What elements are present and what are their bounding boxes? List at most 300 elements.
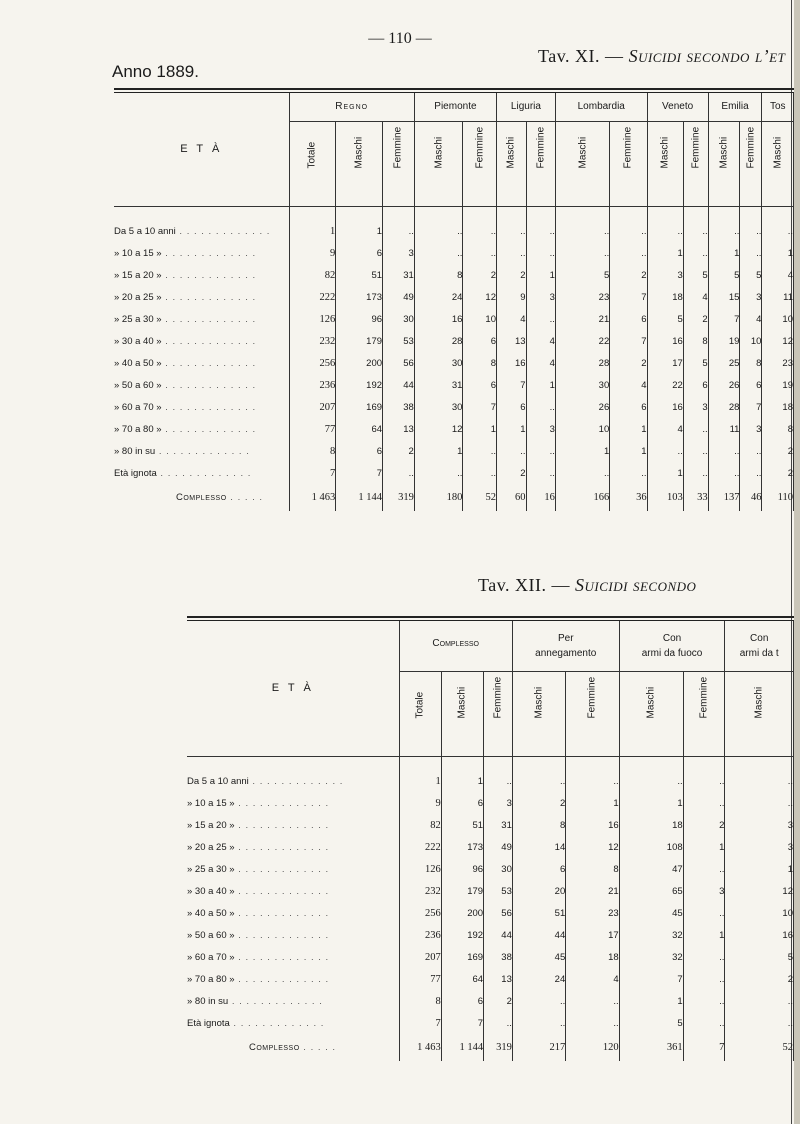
table-cell: 10	[740, 331, 762, 353]
table-cell: 7	[496, 375, 526, 397]
table-cell: 3	[725, 815, 794, 837]
table-cell: 12	[463, 287, 497, 309]
column-header	[441, 671, 483, 756]
spacer-cell	[463, 206, 497, 221]
table-cell: 6	[463, 375, 497, 397]
table-cell: 6	[336, 441, 383, 463]
table-cell: ..	[526, 397, 555, 419]
spacer-cell	[187, 756, 399, 771]
table-cell: 8	[566, 859, 619, 881]
column-header	[496, 121, 526, 206]
table-cell: ..	[512, 1013, 565, 1035]
tav12-title: Tav. XII. — Suicidi secondo	[478, 575, 697, 595]
leader-dots: . . . . . . . . . . . . .	[234, 974, 330, 985]
table-cell: ..	[683, 793, 725, 815]
table-cell: 51	[336, 265, 383, 287]
table-cell: 44	[383, 375, 415, 397]
group-header-line1: Con	[662, 632, 682, 644]
row-label	[187, 881, 399, 903]
table-cell: 30	[414, 353, 463, 375]
column-header-label: Maschi	[505, 136, 517, 169]
column-header-label: Femmine	[698, 676, 710, 719]
table-cell: 96	[336, 309, 383, 331]
table-cell: 5	[683, 353, 708, 375]
row-label-text: » 70 a 80 »	[187, 974, 235, 985]
table-cell: 30	[555, 375, 609, 397]
table-cell: 28	[708, 397, 740, 419]
leader-dots: . . . . . . . . . . . . .	[161, 248, 257, 259]
total-row	[114, 485, 794, 511]
table-cell: 22	[647, 375, 683, 397]
table-cell: 1	[336, 221, 383, 243]
total-cell: 103	[647, 485, 683, 511]
table-cell: 77	[399, 969, 441, 991]
table-cell: ..	[683, 419, 708, 441]
table-cell: 232	[289, 331, 336, 353]
table-cell: 6	[512, 859, 565, 881]
table-cell: ..	[526, 309, 555, 331]
table-cell: 23	[762, 353, 794, 375]
table-cell: 6	[740, 375, 762, 397]
table-row	[187, 969, 794, 991]
spacer-cell	[336, 206, 383, 221]
total-cell: 16	[526, 485, 555, 511]
table-cell: ..	[740, 221, 762, 243]
table-cell: 9	[289, 243, 336, 265]
total-row	[187, 1035, 794, 1061]
table-cell: 7	[441, 1013, 483, 1035]
table-cell: 7	[610, 287, 647, 309]
row-label-text: Età ignota	[114, 468, 157, 479]
table-cell: ..	[463, 463, 497, 485]
table-cell: 45	[512, 947, 565, 969]
table-cell: 12	[414, 419, 463, 441]
leader-dots: . . . . . . . . . . . . .	[228, 996, 323, 1007]
row-label-text: Da 5 a 10 anni	[187, 776, 249, 787]
spacer-cell	[484, 756, 513, 771]
table-cell: 18	[566, 947, 619, 969]
table-row	[187, 881, 794, 903]
table-cell: ..	[414, 221, 463, 243]
row-label	[114, 331, 289, 353]
table-cell: 1	[683, 925, 725, 947]
table-cell: ..	[526, 221, 555, 243]
table-cell: 14	[512, 837, 565, 859]
table-cell: 169	[336, 397, 383, 419]
column-header-label: Maschi	[645, 686, 657, 719]
table-cell: 6	[683, 375, 708, 397]
table-cell: 2	[463, 265, 497, 287]
table-cell: 8	[414, 265, 463, 287]
leader-dots: . . . . . . . . . . . . .	[161, 424, 257, 435]
table-cell: 44	[484, 925, 513, 947]
table-cell: ..	[484, 771, 513, 793]
table-cell: 11	[708, 419, 740, 441]
spacer-cell	[647, 206, 683, 221]
table-cell: 3	[683, 397, 708, 419]
table-cell: ..	[683, 903, 725, 925]
total-cell: 46	[740, 485, 762, 511]
table-cell: ..	[526, 441, 555, 463]
spacer-cell	[725, 756, 794, 771]
total-cell: 180	[414, 485, 463, 511]
table-cell: 2	[725, 969, 794, 991]
table-cell: ..	[708, 463, 740, 485]
row-label	[114, 221, 289, 243]
table-cell: 10	[762, 309, 794, 331]
table-cell: ..	[683, 463, 708, 485]
table-cell: 192	[336, 375, 383, 397]
column-header	[683, 671, 725, 756]
row-label	[187, 859, 399, 881]
table-cell: 8	[740, 353, 762, 375]
group-header-line2: armi da t	[739, 647, 779, 659]
table-cell: ..	[555, 463, 609, 485]
table-cell: 8	[289, 441, 336, 463]
column-header	[610, 121, 647, 206]
table-cell: 18	[647, 287, 683, 309]
table-cell: 26	[708, 375, 740, 397]
column-header	[463, 121, 497, 206]
row-label-text: » 50 a 60 »	[114, 380, 162, 391]
table-cell: 22	[555, 331, 609, 353]
table-cell: ..	[725, 793, 794, 815]
table-cell: 232	[399, 881, 441, 903]
table-cell: 24	[512, 969, 565, 991]
total-cell: 361	[619, 1035, 683, 1061]
spacer-cell	[683, 206, 708, 221]
row-label-text: » 15 a 20 »	[187, 820, 235, 831]
total-cell: 137	[708, 485, 740, 511]
table-cell: 17	[566, 925, 619, 947]
spacer-cell	[399, 756, 441, 771]
table-row	[187, 793, 794, 815]
eta-header: E T À	[114, 93, 289, 206]
table-cell: 4	[762, 265, 794, 287]
column-header	[512, 671, 565, 756]
leader-dots: . . . . . . . . . . . . .	[234, 864, 330, 875]
table-cell: ..	[566, 991, 619, 1013]
table-cell: ..	[683, 947, 725, 969]
total-cell: 60	[496, 485, 526, 511]
table-cell: ..	[496, 243, 526, 265]
table-cell: 1	[610, 419, 647, 441]
table-cell: ..	[463, 221, 497, 243]
row-label-text: » 30 a 40 »	[187, 886, 235, 897]
column-header	[383, 121, 415, 206]
total-cell: 1 463	[399, 1035, 441, 1061]
column-header	[762, 121, 794, 206]
table-row	[187, 771, 794, 793]
table-cell: 32	[619, 925, 683, 947]
row-label-text: » 20 a 25 »	[114, 292, 162, 303]
row-label	[187, 837, 399, 859]
table-row	[187, 837, 794, 859]
spacer-cell	[555, 206, 609, 221]
table-cell: 53	[484, 881, 513, 903]
table-cell: 53	[383, 331, 415, 353]
group-header	[725, 621, 794, 671]
table-cell: 3	[526, 287, 555, 309]
table-cell: 31	[484, 815, 513, 837]
table-cell: 24	[414, 287, 463, 309]
table-row	[114, 441, 794, 463]
table-cell: 4	[496, 309, 526, 331]
table-cell: 12	[762, 331, 794, 353]
table-cell: 6	[441, 991, 483, 1013]
group-header	[399, 621, 512, 671]
table-row	[114, 353, 794, 375]
table-cell: ..	[619, 771, 683, 793]
row-label-text: » 40 a 50 »	[114, 358, 162, 369]
table-cell: 77	[289, 419, 336, 441]
row-label	[114, 441, 289, 463]
total-cell: 120	[566, 1035, 619, 1061]
table-cell: 2	[512, 793, 565, 815]
table-cell: 16	[647, 331, 683, 353]
table-cell: 7	[289, 463, 336, 485]
table-cell: 192	[441, 925, 483, 947]
leader-dots: . . . . . . . . . . . . .	[234, 908, 330, 919]
table-cell: 2	[762, 441, 794, 463]
row-label	[187, 969, 399, 991]
spacer-cell	[526, 206, 555, 221]
row-label-text: » 40 a 50 »	[187, 908, 235, 919]
table-cell: ..	[725, 771, 794, 793]
table-cell: 21	[555, 309, 609, 331]
table-cell: 1	[526, 375, 555, 397]
table-cell: ..	[683, 441, 708, 463]
table-cell: 4	[566, 969, 619, 991]
row-label-text: » 20 a 25 »	[187, 842, 235, 853]
column-header-label: Maschi	[433, 136, 445, 169]
table-cell: 49	[383, 287, 415, 309]
table-cell: 1	[463, 419, 497, 441]
table-cell: 21	[566, 881, 619, 903]
row-label-text: » 30 a 40 »	[114, 336, 162, 347]
table-cell: 256	[399, 903, 441, 925]
page-number: — 110 —	[368, 30, 432, 47]
table-row	[114, 419, 794, 441]
total-cell: 52	[463, 485, 497, 511]
spacer-cell	[289, 206, 336, 221]
table-cell: 18	[619, 815, 683, 837]
table-cell: 108	[619, 837, 683, 859]
year-label: Anno 1889.	[112, 62, 199, 81]
table-cell: 2	[762, 463, 794, 485]
table-cell: 16	[414, 309, 463, 331]
table-cell: 51	[441, 815, 483, 837]
column-header-label: Femmine	[745, 126, 757, 169]
table-cell: 8	[399, 991, 441, 1013]
spacer-cell	[708, 206, 740, 221]
table-cell: 19	[708, 331, 740, 353]
row-label	[114, 463, 289, 485]
table-cell: 1	[619, 991, 683, 1013]
row-label	[114, 243, 289, 265]
table-cell: ..	[463, 243, 497, 265]
table-cell: 13	[484, 969, 513, 991]
table-cell: 6	[610, 397, 647, 419]
table-cell: 1	[683, 837, 725, 859]
table-cell: 1	[619, 793, 683, 815]
row-label-text: » 25 a 30 »	[114, 314, 162, 325]
table-cell: 1	[725, 859, 794, 881]
table-cell: 28	[555, 353, 609, 375]
row-label-text: » 10 a 15 »	[187, 798, 235, 809]
table-row	[187, 903, 794, 925]
table-cell: ..	[708, 221, 740, 243]
column-header-label: Maschi	[718, 136, 730, 169]
table-cell: 1	[647, 243, 683, 265]
total-label-text: Complesso	[249, 1042, 300, 1053]
column-header	[336, 121, 383, 206]
column-header-label: Totale	[306, 141, 318, 169]
tav11-top-rule	[114, 88, 794, 90]
total-cell: 33	[683, 485, 708, 511]
total-cell: 52	[725, 1035, 794, 1061]
table-cell: ..	[683, 1013, 725, 1035]
table-cell: ..	[463, 441, 497, 463]
table-cell: 44	[512, 925, 565, 947]
table-cell: ..	[526, 463, 555, 485]
table-cell: 15	[708, 287, 740, 309]
table-cell: 16	[647, 397, 683, 419]
table-cell: 5	[683, 265, 708, 287]
table-cell: 1	[566, 793, 619, 815]
table-cell: 1	[647, 463, 683, 485]
column-header-label: Femmine	[586, 676, 598, 719]
table-cell: 38	[383, 397, 415, 419]
table-cell: 179	[336, 331, 383, 353]
group-header: Liguria	[496, 93, 555, 121]
table-cell: 2	[496, 265, 526, 287]
leader-dots: . . . . . . . . . . . . .	[161, 336, 257, 347]
total-label	[114, 485, 289, 511]
table-cell: ..	[647, 441, 683, 463]
spacer-cell	[683, 756, 725, 771]
row-label-text: » 60 a 70 »	[187, 952, 235, 963]
table-cell: 4	[740, 309, 762, 331]
row-label-text: » 60 a 70 »	[114, 402, 162, 413]
column-header-label: Maschi	[753, 686, 765, 719]
table-row	[114, 265, 794, 287]
table-cell: 173	[441, 837, 483, 859]
table-cell: ..	[512, 771, 565, 793]
column-header-label: Maschi	[456, 686, 468, 719]
table-cell: 16	[566, 815, 619, 837]
table-cell: 7	[610, 331, 647, 353]
column-header	[647, 121, 683, 206]
table-cell: 13	[383, 419, 415, 441]
group-header-line1: Con	[750, 632, 769, 644]
table-cell: 20	[512, 881, 565, 903]
group-header: Piemonte	[414, 93, 496, 121]
column-header-label: Totale	[414, 691, 426, 719]
group-header: Regno	[289, 93, 414, 121]
column-header	[619, 671, 683, 756]
leader-dots: . . . . . . . . . . . . .	[234, 930, 330, 941]
table-cell: 5	[619, 1013, 683, 1035]
table-cell: ..	[683, 991, 725, 1013]
table-cell: 6	[441, 793, 483, 815]
table-cell: 7	[740, 397, 762, 419]
column-header-label: Femmine	[392, 126, 404, 169]
leader-dots: . . . . . . . . . . . . .	[248, 776, 344, 787]
total-label	[187, 1035, 399, 1061]
table-cell: 126	[289, 309, 336, 331]
leader-dots: . . . . . . . . . . . . .	[234, 886, 330, 897]
row-label	[187, 947, 399, 969]
spacer-row	[114, 206, 794, 221]
leader-dots: . . . . . . . . . . . . .	[234, 820, 330, 831]
column-header	[555, 121, 609, 206]
table-cell: 30	[414, 397, 463, 419]
leader-dots: . . . . . . . . . . . . .	[234, 952, 330, 963]
table-cell: 4	[526, 331, 555, 353]
table-cell: 236	[289, 375, 336, 397]
table-cell: 5	[725, 947, 794, 969]
table-cell: 236	[399, 925, 441, 947]
eta-header: E T À	[187, 621, 399, 756]
table-cell: 64	[441, 969, 483, 991]
table-cell: 1	[762, 243, 794, 265]
table-cell: ..	[683, 771, 725, 793]
spacer-cell	[619, 756, 683, 771]
table-cell: 65	[619, 881, 683, 903]
table-cell: 9	[399, 793, 441, 815]
total-cell: 110	[762, 485, 794, 511]
group-header: Emilia	[708, 93, 762, 121]
row-label	[187, 793, 399, 815]
row-label-text: » 10 a 15 »	[114, 248, 162, 259]
column-header	[399, 671, 441, 756]
table-cell: 45	[619, 903, 683, 925]
table-row	[114, 243, 794, 265]
table-cell: 2	[383, 441, 415, 463]
table-row	[114, 397, 794, 419]
table-cell: 23	[566, 903, 619, 925]
table-cell: ..	[683, 221, 708, 243]
table-cell: 222	[289, 287, 336, 309]
total-cell: 1 463	[289, 485, 336, 511]
table-cell: 12	[566, 837, 619, 859]
tav11-table	[114, 93, 794, 511]
table-cell: 1	[526, 265, 555, 287]
column-header-label: Maschi	[353, 136, 365, 169]
table-cell: 64	[336, 419, 383, 441]
row-label-text: Età ignota	[187, 1018, 230, 1029]
tav12-top-rule	[187, 616, 794, 618]
table-cell: 256	[289, 353, 336, 375]
column-header-label: Femmine	[622, 126, 634, 169]
table-cell: 8	[762, 419, 794, 441]
table-cell: 5	[708, 265, 740, 287]
leader-dots: . . . . .	[299, 1042, 337, 1053]
leader-dots: . . . . . . . . . . . . .	[161, 358, 257, 369]
table-cell: 3	[484, 793, 513, 815]
table-row	[114, 375, 794, 397]
table-cell: 2	[683, 309, 708, 331]
group-header-line1: Per	[557, 632, 574, 644]
spacer-cell	[566, 756, 619, 771]
table-cell: 12	[725, 881, 794, 903]
table-cell: 2	[683, 815, 725, 837]
table-cell: 10	[463, 309, 497, 331]
row-label	[114, 353, 289, 375]
table-cell: ..	[683, 243, 708, 265]
row-label	[187, 991, 399, 1013]
